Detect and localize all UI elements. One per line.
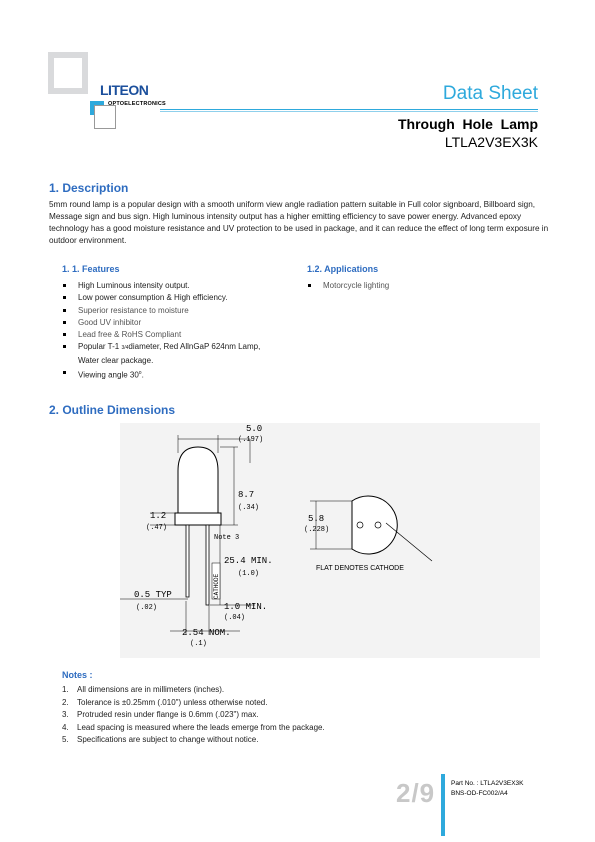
list-item: Low power consumption & High efficiency. bbox=[62, 292, 302, 304]
applications-list bbox=[307, 280, 537, 292]
dim-width-in: (.197) bbox=[238, 436, 264, 444]
dim-flat: 5.8 bbox=[308, 514, 325, 524]
part-number-title: LTLA2V3EX3K bbox=[444, 134, 538, 150]
header-rule-light bbox=[160, 111, 538, 112]
list-item: Lead free & RoHS Compliant bbox=[62, 329, 302, 341]
list-item: Motorcycle lighting bbox=[307, 280, 537, 292]
outline-drawing bbox=[120, 423, 540, 658]
list-item: 1. All dimensions are in millimeters (inches). bbox=[62, 685, 225, 694]
dim-width: 5.0 bbox=[246, 424, 263, 434]
page-number: 2/9 bbox=[396, 778, 436, 808]
dim-min-in: (.04) bbox=[224, 614, 246, 622]
cathode-label: CATHODE bbox=[213, 573, 220, 599]
list-item: High Luminous intensity output. bbox=[62, 280, 302, 292]
dim-flange-in: (.47) bbox=[146, 524, 168, 532]
note3-label: Note 3 bbox=[214, 534, 240, 542]
description-heading: 1. Description bbox=[49, 181, 129, 195]
list-item: Popular T-1 3/4diameter, Red AllnGaP 624nm Lamp, Water clear package. bbox=[62, 341, 302, 367]
description-text: 5mm round lamp is a popular design with a smooth uniform view angle radiation pattern suitable in Full color signboard, Billboard sign, Message sign and bus sign. High luminous intensity output has a higher emitting efficiency to save power energy. Advanced epoxy technology has a good moisture resistance and UV protection to be used in package, and it can reduce the effect of long term exposure in outdoor environment. bbox=[49, 200, 549, 245]
list-item: Good UV inhibitor bbox=[62, 317, 302, 329]
header-rule bbox=[160, 109, 538, 110]
list-item: Superior resistance to moisture bbox=[62, 305, 302, 317]
dim-pitch: 2.54 NOM. bbox=[182, 628, 231, 638]
logo-subtitle: OPTOELECTRONICS bbox=[108, 101, 166, 107]
dim-height: 8.7 bbox=[238, 490, 255, 500]
led-flange bbox=[175, 513, 221, 525]
features-heading: 1. 1. Features bbox=[62, 264, 120, 274]
logo-outline-square bbox=[94, 105, 116, 129]
features-list bbox=[62, 280, 302, 382]
logo-mark bbox=[48, 52, 88, 94]
dim-flange: 1.2 bbox=[150, 511, 167, 521]
list-item: Viewing angle 30$^o$. bbox=[62, 367, 302, 382]
dim-flat-in: (.228) bbox=[304, 526, 330, 534]
dim-min: 1.0 MIN. bbox=[224, 602, 268, 612]
notes-list bbox=[62, 684, 325, 747]
top-view-lead-b bbox=[375, 522, 381, 528]
dim-pitch-in: (.1) bbox=[190, 640, 207, 648]
doc-type-title: Data Sheet bbox=[442, 83, 538, 104]
dim-lead-width: 0.5 TYP bbox=[134, 590, 172, 600]
lead-cathode bbox=[206, 525, 209, 605]
led-dome bbox=[178, 447, 218, 523]
outline-heading: 2. Outline Dimensions bbox=[49, 403, 176, 417]
list-item: 4. Lead spacing is measured where the leads emerge from the package. bbox=[62, 722, 325, 732]
list-item: 2. Tolerance is ±0.25mm (.010") unless otherwise noted. bbox=[62, 697, 268, 707]
applications-heading: 1.2. Applications bbox=[307, 264, 379, 274]
footer-part-number: Part No. : LTLA2V3EX3K bbox=[451, 780, 524, 787]
footer-doc-number: BNS-OD-FC002/A4 bbox=[451, 789, 508, 797]
top-view-lead-a bbox=[357, 522, 363, 528]
product-title: Through Hole Lamp bbox=[398, 116, 538, 132]
notes-heading: Notes : bbox=[62, 670, 93, 680]
footer-part-info bbox=[451, 779, 524, 798]
dim-lead-width-in: (.02) bbox=[136, 604, 158, 612]
footer-accent-bar bbox=[441, 774, 445, 836]
lead-anode bbox=[186, 525, 189, 597]
flat-cathode-label: FLAT DENOTES CATHODE bbox=[316, 565, 404, 572]
dim-lead-length-in: (1.0) bbox=[238, 570, 260, 578]
dim-height-in: (.34) bbox=[238, 504, 260, 512]
list-item: 3. Protruded resin under flange is 0.6mm (.023") max. bbox=[62, 710, 259, 720]
logo-text: LITEON bbox=[100, 82, 149, 98]
list-item: 5. Specifications are subject to change without notice. bbox=[62, 735, 259, 745]
dim-lead-length: 25.4 MIN. bbox=[224, 556, 273, 566]
